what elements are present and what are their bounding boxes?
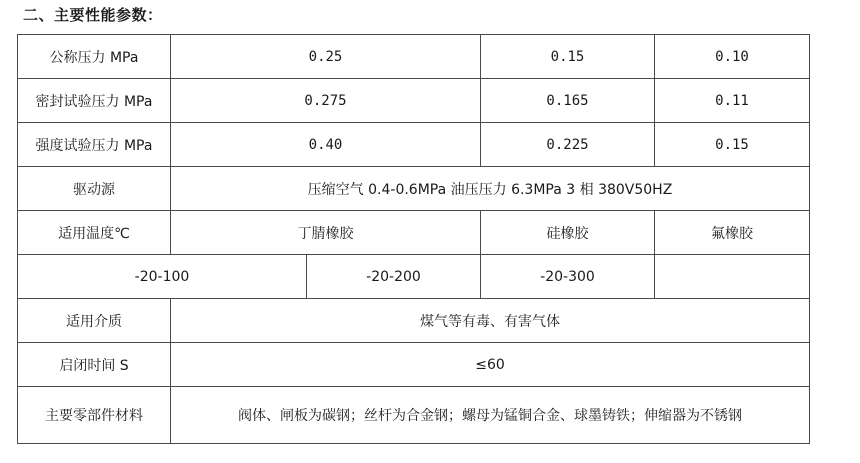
cell-temperature-range-1: -20-100 [18, 255, 307, 299]
cell-material-fluoro-rubber: 氟橡胶 [655, 211, 810, 255]
cell-main-materials: 阀体、闸板为碳钢；丝杆为合金钢；螺母为锰铜合金、球墨铸铁；伸缩器为不锈钢 [171, 387, 810, 444]
cell-seal-test-pressure-1: 0.275 [171, 79, 481, 123]
cell-strength-test-pressure-3: 0.15 [655, 123, 810, 167]
row-label-drive-source: 驱动源 [18, 167, 171, 211]
cell-temperature-range-3: -20-300 [481, 255, 655, 299]
table-row-medium [18, 299, 810, 343]
table-row-strength-test-pressure [18, 123, 810, 167]
cell-material-silicone-rubber: 硅橡胶 [481, 211, 655, 255]
cell-seal-test-pressure-3: 0.11 [655, 79, 810, 123]
cell-nominal-pressure-1: 0.25 [171, 35, 481, 79]
performance-parameters-table [17, 34, 810, 444]
table-row-seal-test-pressure [18, 79, 810, 123]
cell-seal-test-pressure-2: 0.165 [481, 79, 655, 123]
table-row-temperature-ranges [18, 255, 810, 299]
row-label-nominal-pressure: 公称压力 MPa [18, 35, 171, 79]
cell-drive-source: 压缩空气 0.4-0.6MPa 油压压力 6.3MPa 3 相 380V50HZ [171, 167, 810, 211]
table-row-nominal-pressure [18, 35, 810, 79]
row-label-medium: 适用介质 [18, 299, 171, 343]
table-row-drive-source [18, 167, 810, 211]
row-label-temperature: 适用温度℃ [18, 211, 171, 255]
cell-temperature-range-4 [655, 255, 810, 299]
cell-nominal-pressure-3: 0.10 [655, 35, 810, 79]
row-label-strength-test-pressure: 强度试验压力 MPa [18, 123, 171, 167]
cell-nominal-pressure-2: 0.15 [481, 35, 655, 79]
row-label-main-materials: 主要零部件材料 [18, 387, 171, 444]
table-row-temperature-materials [18, 211, 810, 255]
cell-open-close-time: ≤60 [171, 343, 810, 387]
table-row-open-close-time [18, 343, 810, 387]
cell-material-nitrile-rubber: 丁腈橡胶 [171, 211, 481, 255]
table-row-main-materials [18, 387, 810, 444]
cell-strength-test-pressure-1: 0.40 [171, 123, 481, 167]
row-label-seal-test-pressure: 密封试验压力 MPa [18, 79, 171, 123]
section-heading: 二、主要性能参数： [23, 6, 163, 24]
cell-temperature-range-2: -20-200 [307, 255, 481, 299]
row-label-open-close-time: 启闭时间 S [18, 343, 171, 387]
cell-strength-test-pressure-2: 0.225 [481, 123, 655, 167]
cell-medium: 煤气等有毒、有害气体 [171, 299, 810, 343]
